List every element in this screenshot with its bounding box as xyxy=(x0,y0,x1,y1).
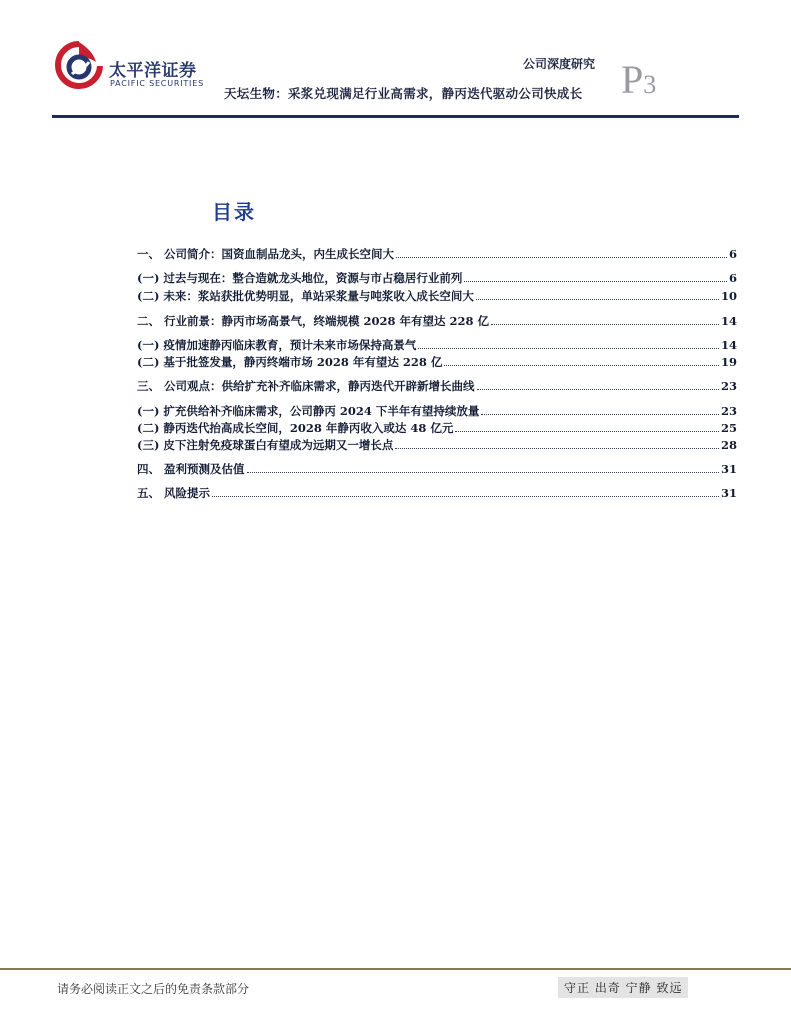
toc-entry[interactable] xyxy=(137,403,737,419)
toc-entry-page: 14 xyxy=(720,314,737,328)
toc-entry-label: (一) 疫情加速静丙临床教育，预计未来市场保持高景气 xyxy=(137,338,417,352)
toc-entry-label: (二) 基于批签发量，静丙终端市场 2028 年有望达 228 亿 xyxy=(137,355,443,369)
disclaimer-notice: 请务必阅读正文之后的免责条款部分 xyxy=(57,982,250,996)
toc-entry-page: 6 xyxy=(728,271,737,285)
toc-leader-dots xyxy=(464,281,727,282)
toc-leader-dots xyxy=(247,472,719,473)
pacific-securities-logo-icon xyxy=(54,40,104,92)
toc-heading: 目录 xyxy=(212,200,256,224)
toc-entry[interactable] xyxy=(137,378,737,394)
toc-leader-dots xyxy=(395,448,719,449)
toc-entry[interactable] xyxy=(137,461,737,477)
toc-entry[interactable] xyxy=(137,354,737,370)
toc-leader-dots xyxy=(396,257,727,258)
page-prefix: P xyxy=(621,57,644,102)
footer-divider xyxy=(0,968,791,970)
page-number: 3 xyxy=(643,70,657,99)
header-divider xyxy=(52,115,739,118)
toc-entry-page: 6 xyxy=(728,247,737,261)
toc-entry-page: 23 xyxy=(720,404,737,418)
toc-entry-label: 五、 风险提示 xyxy=(137,486,211,500)
toc-leader-dots xyxy=(481,414,719,415)
toc-entry[interactable] xyxy=(137,437,737,453)
toc-entry-label: 四、 盈利预测及估值 xyxy=(137,462,245,476)
toc-entry[interactable] xyxy=(137,313,737,329)
toc-entry[interactable] xyxy=(137,288,737,304)
report-title: 天坛生物：采浆兑现满足行业高需求，静丙迭代驱动公司快成长 xyxy=(224,86,583,101)
toc-entry-label: 三、 公司观点：供给扩充补齐临床需求，静丙迭代开辟新增长曲线 xyxy=(137,379,475,393)
page-number-mark xyxy=(621,57,657,102)
toc-leader-dots xyxy=(444,365,719,366)
toc-entry-label: (一) 扩充供给补齐临床需求，公司静丙 2024 下半年有望持续放量 xyxy=(137,404,480,418)
toc-entry-page: 14 xyxy=(720,338,737,352)
toc-leader-dots xyxy=(418,348,719,349)
toc-entry-label: (二) 未来：浆站获批优势明显，单站采浆量与吨浆收入成长空间大 xyxy=(137,289,474,303)
logo-name-en: PACIFIC SECURITIES xyxy=(110,79,204,88)
toc-leader-dots xyxy=(491,324,719,325)
toc-entry-page: 31 xyxy=(720,486,737,500)
toc-entry[interactable] xyxy=(137,485,737,501)
toc-entry-page: 25 xyxy=(720,421,737,435)
toc-entry[interactable] xyxy=(137,270,737,286)
toc-entry-label: (三) 皮下注射免疫球蛋白有望成为远期又一增长点 xyxy=(137,438,394,452)
toc-entry-page: 31 xyxy=(720,462,737,476)
toc-entry[interactable] xyxy=(137,420,737,436)
toc-leader-dots xyxy=(477,389,719,390)
toc-entry-page: 28 xyxy=(720,438,737,452)
toc-entry-page: 23 xyxy=(720,379,737,393)
toc-entry-label: 一、 公司简介：国资血制品龙头，内生成长空间大 xyxy=(137,247,395,261)
toc-entry[interactable] xyxy=(137,246,737,262)
report-type-label: 公司深度研究 xyxy=(523,57,596,71)
toc-entry[interactable] xyxy=(137,337,737,353)
toc-leader-dots xyxy=(476,299,719,300)
logo-name-cn: 太平洋证券 xyxy=(109,61,197,81)
toc-leader-dots xyxy=(212,496,719,497)
toc-leader-dots xyxy=(455,431,719,432)
toc-entry-page: 19 xyxy=(720,355,737,369)
toc-entry-label: (二) 静丙迭代抬高成长空间，2028 年静丙收入或达 48 亿元 xyxy=(137,421,454,435)
toc-entry-page: 10 xyxy=(720,289,737,303)
toc-entry-label: 二、 行业前景：静丙市场高景气，终端规模 2028 年有望达 228 亿 xyxy=(137,314,490,328)
toc-entry-label: (一) 过去与现在：整合造就龙头地位，资源与市占稳居行业前列 xyxy=(137,271,463,285)
company-logo xyxy=(54,40,214,100)
company-motto: 守正 出奇 宁静 致远 xyxy=(558,977,688,998)
